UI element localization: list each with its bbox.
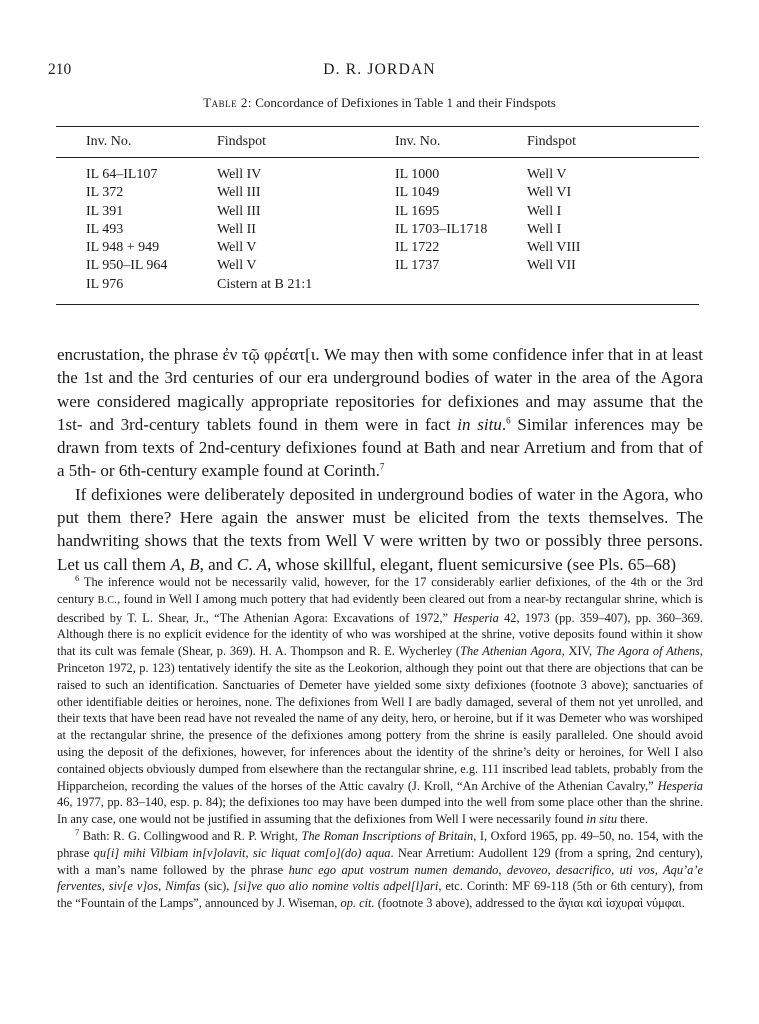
table-cell: Well III (217, 185, 261, 201)
table-cell: IL 493 (86, 221, 124, 237)
table-cell: Cistern at B 21:1 (217, 276, 313, 292)
table-left-inv-column (86, 166, 167, 294)
table-cell: Well V (217, 240, 257, 256)
table-caption-label: Table 2: (203, 95, 252, 110)
footnote-ref-7: 7 (379, 461, 385, 472)
table-cell: IL 391 (86, 203, 124, 219)
table-cell: Well I (527, 203, 562, 219)
table-cell: Well I (527, 221, 562, 237)
table-cell: IL 64–IL107 (86, 167, 158, 182)
table-cell: IL 1737 (395, 258, 440, 274)
table-cell: IL 372 (86, 185, 124, 201)
table-bottom-rule (56, 304, 699, 305)
table-cell: IL 950–IL 964 (86, 258, 168, 274)
table-cell: IL 1049 (395, 185, 440, 201)
table-cell: Well VIII (527, 240, 581, 256)
table-top-rule (56, 126, 699, 127)
table-cell: IL 1722 (395, 240, 440, 256)
table-header-findspot: Findspot (527, 134, 577, 149)
running-header-author: D. R. JORDAN (323, 61, 436, 78)
table-header-rule (56, 157, 699, 158)
table-cell: IL 1695 (395, 203, 440, 219)
table-cell: Well V (217, 258, 257, 274)
body-paragraph: If defixiones were deliberately deposited in underground bodies of water in the Agora, who put them there? Here again the answer must be elicited from the texts themselves. The handwriting shows that the texts from Well V were written by two or possibly three persons. Let us call them A, B, and C. A, whose skillful, elegant, fluent semicursive (see Pls. 65–68) (57, 484, 703, 574)
body-paragraph: encrustation, the phrase ἐν τῷ φρέατ[ι. We may then with some confidence infer that in at least the 1st and the 3rd centuries of our era underground bodies of water in the area of the Agora were considered magically appropriate repositories for defixiones and may assume that the 1st- and 3rd-century tablets found in them were in fact in situ.$^6$ Similar inferences may be drawn from texts of 2nd-century defixiones found at Bath and near Arretium and from that of a 5th- or 6th-century example found at Corinth.$^7$ (57, 345, 703, 481)
table-caption-text: Concordance of Defixiones in Table 1 and their Findspots (255, 95, 556, 110)
table-cell: Well III (217, 203, 261, 219)
table-cell: IL 976 (86, 276, 124, 292)
table-cell: Well V (527, 167, 567, 182)
table-cell: IL 948 + 949 (86, 240, 160, 256)
footnotes (57, 574, 703, 912)
table-header-inv-no: Inv. No. (395, 134, 441, 149)
table-cell: Well VI (527, 185, 572, 201)
footnote-ref-6: 6 (506, 415, 511, 426)
footnote-6: $^6$ The inference would not be necessarily valid, however, for the 17 considerably earlier defixiones, of the 4th or the 3rd century B.C., found in Well I among much pottery that had evidently been cleared out from a near-by rectangular shrine, which is described by T. L. Shear, Jr., “The Athenian Agora: Excavations of 1972,” Hesperia 42, 1973 (pp. 359–407), pp. 360–369. Although there is no explicit evidence for the identity of who was worshiped at the shrine, votive deposits found within it show that its cult was female (Shear, p. 369). H. A. Thompson and R. E. Wycherley (The Athenian Agora, XIV, The Agora of Athens, Princeton 1972, p. 123) tentatively identify the site as the Leokorion, although they point out that there are objections that can be raised to such an identification. Sanctuaries of Demeter have yielded some sixty defixiones (footnote 3 above); sanctuaries of other identifiable deities or heroines, none. The defixiones from Well I are badly damaged, several of them not yet unrolled, and their texts that have been read have not revealed the name of any deity, hero, or heroine, but if it was Demeter who was worshiped at the rectangular shrine, the presence of the defixiones among pottery from the shrine is easily paralleled. One should avoid using the deposit of the defixiones, however, for inferences about the identity of the shrine’s deity or heroines, for Well I also contained objects obviously dumped from elsewhere than the rectangular shrine, e.g. 111 inscribed lead tablets, probably from the Hipparcheion, recording the values of the horses of the Attic cavalry (J. Kroll, “An Archive of the Athenian Cavalry,” Hesperia 46, 1977, pp. 83–140, esp. p. 84); the defixiones too may have been dumped into the well from some place other than the shrine. In any case, one would not be justified in assuming that the defixiones from Well I were necessarily found in situ there. (57, 572, 703, 827)
table-caption (0, 95, 759, 111)
table-cell: IL 1000 (395, 167, 440, 182)
table-cell: Well II (217, 221, 256, 237)
footnote-7: $^7$ Bath: R. G. Collingwood and R. P. Wright, The Roman Inscriptions of Britain, I, Oxford 1965, pp. 49–50, no. 154, with the phrase qu[i] mihi Vilbiam in[v]olavit, sic liquat com[o](do) aqua. Near Arretium: Audollent 129 (from a spring, 2nd century), with a man’s name followed by the phrase hunc ego aput vostrum numen demando, devoveo, desacrifico, uti vos, Aqu’a’e ferventes, siv[e v]os, Nimfas (sic), [si]ve quo alio nomine voltis adpel[l]ari, etc. Corinth: MF 69-118 (5th or 6th century), from the “Fountain of the Lamps”, announced by J. Wiseman, op. cit. (footnote 3 above), addressed to the ἅγιαι καὶ ἰσχυραὶ νύμφαι. (57, 826, 704, 911)
table-cell: Well IV (217, 167, 262, 182)
table-left-findspot-column (217, 166, 312, 294)
table-right-inv-column (395, 166, 487, 276)
page-number: 210 (48, 61, 72, 78)
table-header-findspot: Findspot (217, 134, 267, 149)
table-header-inv-no: Inv. No. (86, 134, 132, 149)
table-right-findspot-column (527, 166, 580, 276)
table-cell: Well VII (527, 258, 576, 274)
body-text (57, 343, 703, 576)
table-cell: IL 1703–IL1718 (395, 221, 488, 237)
